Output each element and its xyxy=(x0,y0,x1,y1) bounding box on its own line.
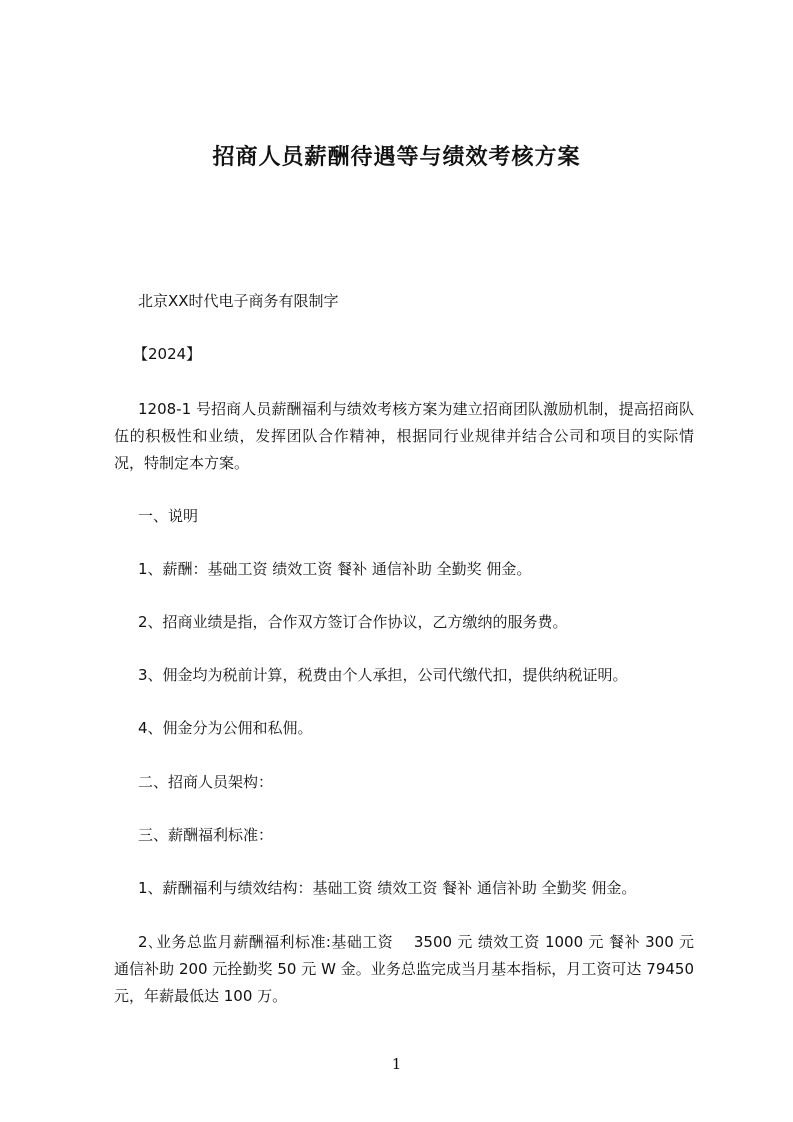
document-title: 招商人员薪酬待遇等与绩效考核方案 xyxy=(212,145,581,170)
section-1-item-1: 1、薪酬：基础工资 绩效工资 餐补 通信补助 全勤奖 佣金。 xyxy=(138,560,532,578)
section-3-item-1: 1、薪酬福利与绩效结构：基础工资 绩效工资 餐补 通信补助 全勤奖 佣金。 xyxy=(138,879,637,897)
section-1-item-3: 3、佣金均为税前计算，税费由个人承担，公司代缴代扣，提供纳税证明。 xyxy=(138,666,628,684)
section-1-item-2: 2、招商业绩是指，合作双方签订合作协议，乙方缴纳的服务费。 xyxy=(138,613,568,631)
section-3-item-2: 2､业务总监月薪酬福利标准:基础工资 3500 元 绩效工资 1000 元 餐补 300 元 通信补助 200 元拴勤奖 50 元 W 金。业务总监完成当月基本指标，月工资可达 79450 元，年薪最低达 100 万。 xyxy=(114,933,694,1005)
company-line: 北京XX时代电子商务有限制字 xyxy=(138,292,339,310)
section-1-item-4: 4、佣金分为公佣和私佣。 xyxy=(138,719,313,737)
year-line: 【2024】 xyxy=(133,345,202,363)
intro-paragraph: 1208-1 号招商人员薪酬福利与绩效考核方案为建立招商团队激励机制，提高招商队伍的积极性和业绩，发挥团队合作精神，根据同行业规律并结合公司和项目的实际情况，特制定本方案。 xyxy=(114,400,694,472)
section-3-heading: 三、薪酬福利标准： xyxy=(138,826,274,844)
section-2-heading: 二、招商人员架构： xyxy=(138,773,274,791)
section-1-heading: 一、说明 xyxy=(138,507,199,525)
page-number: 1 xyxy=(391,1055,402,1073)
